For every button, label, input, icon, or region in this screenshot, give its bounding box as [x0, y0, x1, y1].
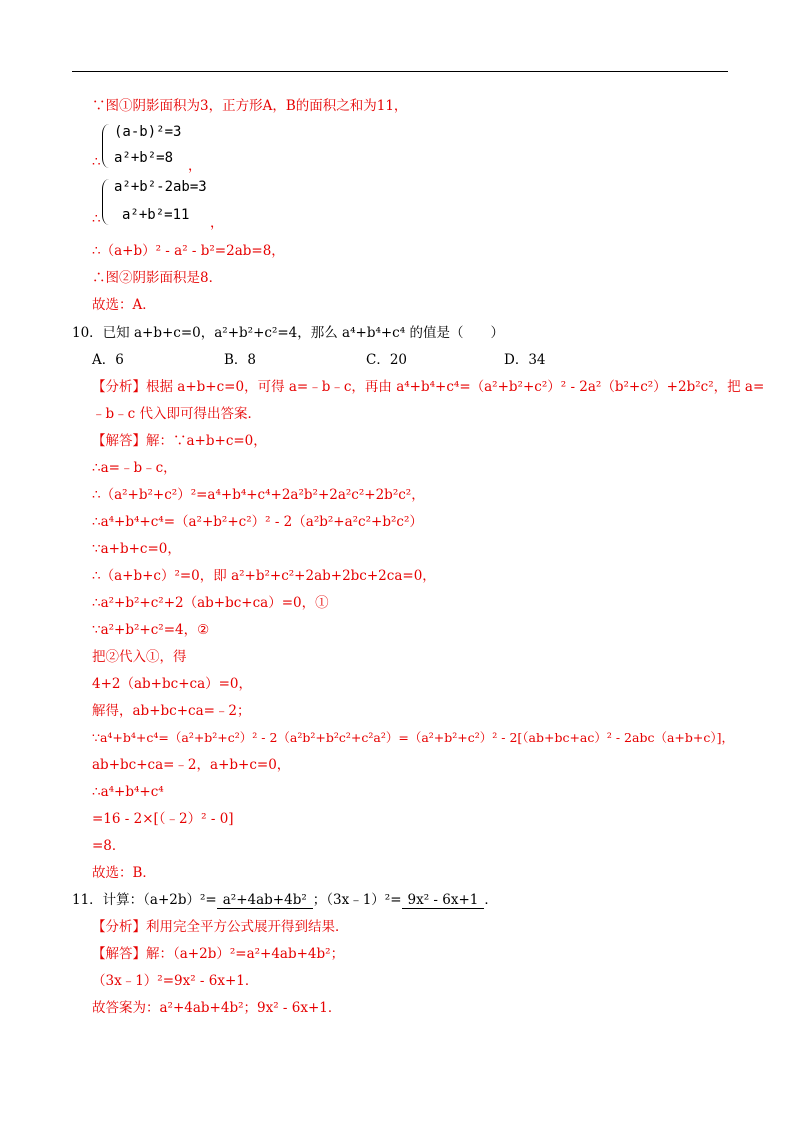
solution-line: ab+bc+ca=﹣2，a+b+c=0，: [92, 757, 291, 773]
option-b: B．8: [224, 352, 257, 368]
solution-line: ∵a²+b²+c²=4，②: [92, 622, 210, 638]
solution-line: 4+2（ab+bc+ca）=0，: [92, 676, 253, 692]
comma: ，: [188, 158, 202, 174]
solution-line: ∴a=﹣b﹣c，: [92, 460, 177, 476]
solution-line: ∵图①阴影面积为3，正方形A，B的面积之和为11，: [92, 98, 408, 114]
comma: ，: [210, 215, 224, 231]
header-rule: [72, 71, 728, 72]
solution-line: ∴a⁴+b⁴+c⁴=（a²+b²+c²）² - 2（a²b²+a²c²+b²c²）: [92, 514, 423, 530]
solution-line: ∴a⁴+b⁴+c⁴: [92, 784, 164, 800]
answer-line: 故答案为：a²+4ab+4b²；9x² - 6x+1．: [92, 1000, 342, 1016]
therefore-symbol: ∴: [92, 211, 101, 227]
solution-line: 解得，ab+bc+ca=﹣2；: [92, 703, 251, 719]
solution-line: ∴（a²+b²+c²）²=a⁴+b⁴+c⁴+2a²b²+2a²c²+2b²c²，: [92, 487, 425, 503]
option-c: C．20: [366, 352, 408, 368]
question-10-stem: 10．已知 a+b+c=0，a²+b²+c²=4，那么 a⁴+b⁴+c⁴ 的值是（ ）: [72, 325, 504, 341]
solution-line: ∴（a+b）² - a² - b²=2ab=8，: [92, 243, 285, 259]
therefore-symbol: ∴: [92, 154, 101, 170]
solution-line: ∴a²+b²+c²+2（ab+bc+ca）=0，①: [92, 595, 329, 611]
solution-line: 把②代入①，得: [92, 649, 187, 665]
system-equation: (a-b)²=3: [114, 124, 182, 140]
solution-line: ∴（a+b+c）²=0，即 a²+b²+c²+2ab+2bc+2ca=0，: [92, 568, 436, 584]
solution-line: =16 - 2×[（﹣2）² - 0]: [92, 811, 234, 827]
option-d: D．34: [504, 352, 546, 368]
left-brace: [102, 124, 110, 168]
solution-line: =8．: [92, 838, 126, 854]
analysis-line: 【分析】根据 a+b+c=0，可得 a=﹣b﹣c，再由 a⁴+b⁴+c⁴=（a²+b²+c²）² - 2a²（b²+c²）+2b²c²，把 a=: [92, 379, 765, 395]
question-11-text: 11．计算：（a+2b）²=: [72, 892, 217, 908]
system-equation: a²+b²=8: [114, 150, 174, 166]
system-equation: a²+b²=11: [122, 207, 190, 223]
question-11-text: ；（3x﹣1）²=: [312, 892, 402, 908]
equation-system-1: [92, 122, 292, 172]
answer-line: 故选：A．: [92, 297, 156, 313]
equation-system-2: [92, 177, 312, 229]
answer-blank-1: a²+4ab+4b²: [217, 892, 313, 909]
answer-line: 故选：B．: [92, 865, 156, 881]
analysis-line: 【分析】利用完全平方公式展开得到结果．: [92, 919, 349, 935]
answer-blank-2: 9x² - 6x+1: [402, 892, 485, 909]
solution-line: ∵a⁴+b⁴+c⁴=（a²+b²+c²）² - 2（a²b²+b²c²+c²a²）=（a²+b²+c²）² - 2[（ab+bc+ac）² - 2abc（a+b+c）]，: [92, 730, 734, 745]
question-11-stem: [72, 891, 498, 909]
question-11-text: ．: [484, 892, 498, 908]
analysis-line: ﹣b﹣c 代入即可得出答案．: [92, 406, 261, 422]
solution-line: ∵a+b+c=0，: [92, 541, 181, 557]
solution-line: （3x﹣1）²=9x² - 6x+1．: [92, 973, 259, 989]
left-brace: [102, 179, 110, 225]
solution-line: ∴图②阴影面积是8．: [92, 270, 223, 286]
solution-line: 【解答】解：∵a+b+c=0，: [92, 433, 267, 449]
solution-line: 【解答】解：（a+2b）²=a²+4ab+4b²；: [92, 946, 345, 962]
option-a: A．6: [92, 352, 124, 368]
question-10-options: [92, 351, 692, 369]
system-equation: a²+b²-2ab=3: [114, 179, 207, 195]
